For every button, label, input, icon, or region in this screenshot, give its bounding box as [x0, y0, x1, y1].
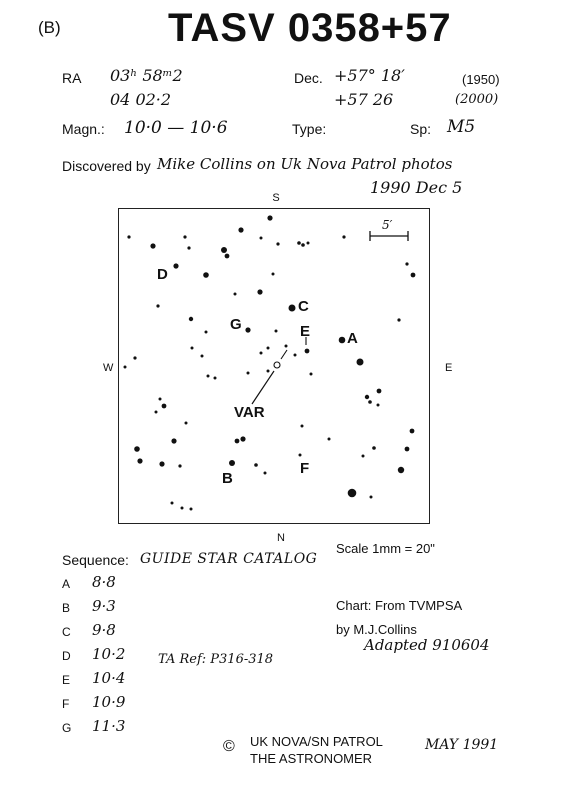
- chart-scale: Scale 1mm = 20": [336, 541, 435, 556]
- sequence-letter-f: F: [62, 697, 70, 711]
- compass-north: N: [277, 532, 285, 544]
- compass-west: W: [103, 362, 114, 374]
- star-field: [124, 215, 416, 510]
- star-label-g: G: [230, 316, 242, 333]
- scale-bar: [370, 231, 408, 241]
- dec-label: Dec.: [294, 70, 323, 86]
- compass-south: S: [272, 192, 280, 204]
- spectral-label: Sp:: [410, 121, 432, 137]
- discovered-by-label: Discovered by: [62, 158, 151, 174]
- ta-reference: TA Ref: P316-318: [158, 652, 274, 667]
- publication-date: MAY 1991: [425, 737, 499, 753]
- sequence-letter-b: B: [62, 601, 71, 615]
- sequence-mag-f: 10·9: [92, 693, 126, 711]
- variable-pointer-tick: [281, 350, 287, 359]
- organization-line-2: THE ASTRONOMER: [250, 751, 373, 766]
- copyright-icon: ©: [223, 738, 235, 755]
- sequence-letter-g: G: [62, 721, 72, 735]
- sequence-letter-c: C: [62, 625, 71, 639]
- variable-star-marker: [274, 362, 280, 368]
- magnitude-value: 10·0 — 10·6: [124, 118, 228, 138]
- scale-bar-label: 5′: [382, 218, 393, 232]
- sequence-mag-d: 10·2: [92, 645, 126, 663]
- magnitude-label: Magn.:: [62, 121, 105, 137]
- ra-2000-value: 04 02·2: [110, 90, 172, 109]
- sequence-mag-e: 10·4: [92, 669, 126, 687]
- adapted-date: Adapted 910604: [364, 636, 490, 654]
- star-label-c: C: [298, 298, 309, 315]
- discovery-date: 1990 Dec 5: [370, 178, 463, 197]
- sequence-mag-a: 8·8: [92, 573, 116, 591]
- star-label-e: E: [300, 323, 311, 340]
- dec-2000-value: +57 26: [334, 90, 394, 109]
- ra-1950-value: 03ʰ 58ᵐ2: [110, 66, 183, 85]
- variable-label: VAR: [234, 404, 265, 421]
- epoch-1950: (1950): [462, 72, 500, 87]
- sequence-mag-g: 11·3: [92, 717, 126, 735]
- spectral-value: M5: [447, 117, 476, 137]
- variable-pointer-line: [252, 371, 274, 404]
- sequence-source: GUIDE STAR CATALOG: [140, 551, 318, 567]
- star-label-a: A: [347, 330, 358, 347]
- organization-line-1: UK NOVA/SN PATROL: [250, 734, 383, 749]
- dec-1950-value: +57° 18′: [334, 66, 405, 85]
- chart-source: Chart: From TVMPSA: [336, 598, 463, 613]
- type-label: Type:: [292, 121, 327, 137]
- chart-author: by M.J.Collins: [336, 622, 417, 637]
- finder-chart: [100, 190, 453, 546]
- epoch-2000: (2000): [455, 92, 499, 107]
- chart-title: TASV 0358+57: [168, 6, 452, 50]
- sequence-letter-e: E: [62, 673, 71, 687]
- sequence-letter-a: A: [62, 577, 71, 591]
- discoverer-text: Mike Collins on Uk Nova Patrol photos: [157, 155, 453, 173]
- panel-id: (B): [38, 18, 61, 37]
- compass-east: E: [445, 362, 453, 374]
- star-label-d: D: [157, 266, 168, 283]
- sequence-label: Sequence:: [62, 552, 129, 568]
- ra-label: RA: [62, 70, 82, 86]
- sequence-letter-d: D: [62, 649, 71, 663]
- sequence-mag-b: 9·3: [92, 597, 116, 615]
- sequence-mag-c: 9·8: [92, 621, 116, 639]
- star-label-f: F: [300, 460, 310, 477]
- star-label-b: B: [222, 470, 233, 487]
